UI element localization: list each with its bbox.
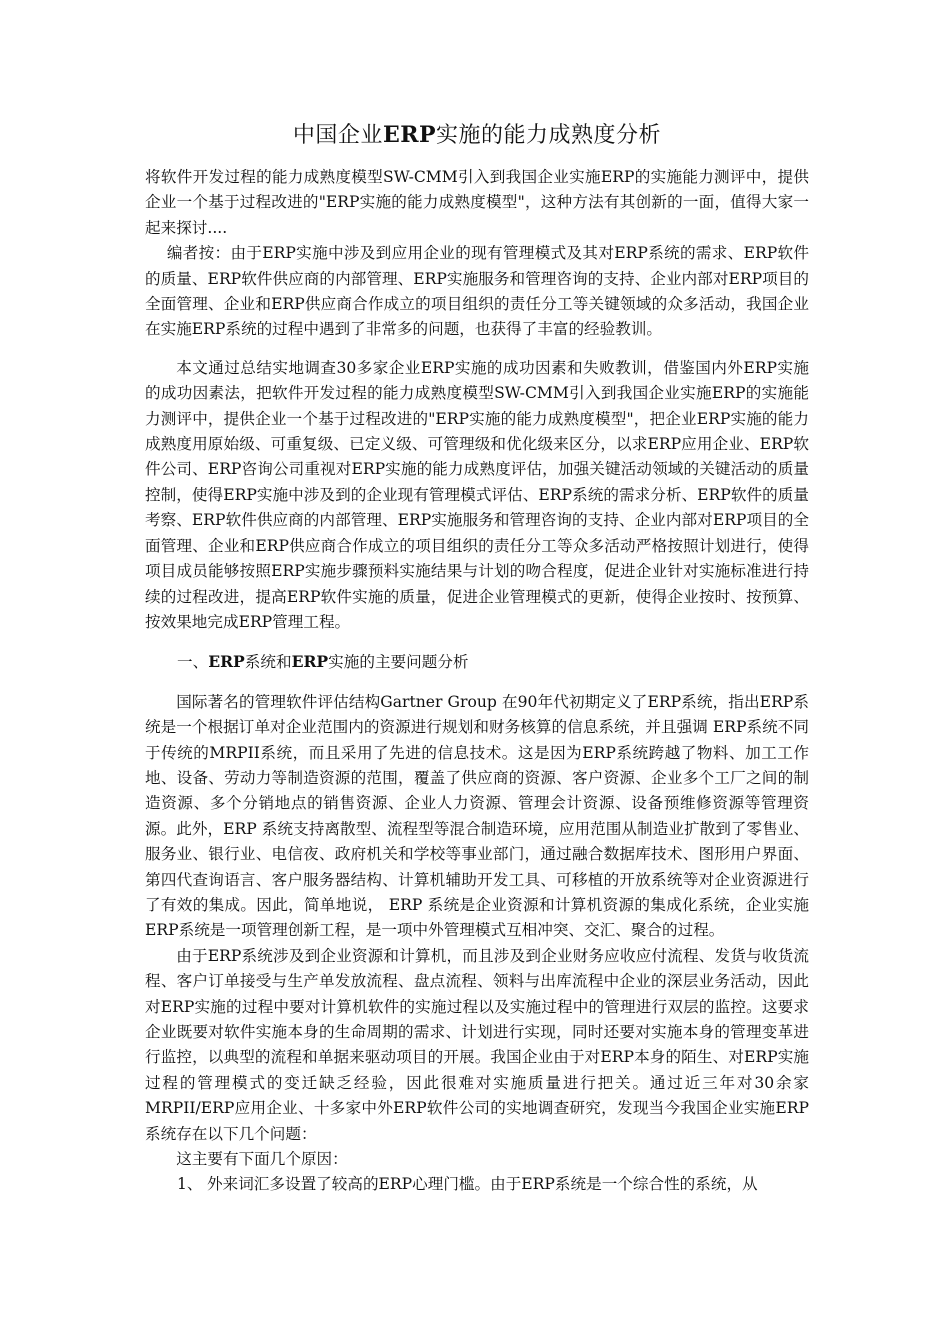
section-number: 一、 xyxy=(177,653,209,672)
title-bold: ERP xyxy=(382,122,437,148)
section-bold-2: ERP xyxy=(291,652,329,672)
body-paragraph-1: 本文通过总结实地调查30多家企业ERP实施的成功因素和失败教训，借鉴国内外ERP实施的成功因素法，把软件开发过程的能力成熟度模型SW-CMM引入到我国企业实施ERP的实施能力测评中，提供企业一个基于过程改进的"ERP实施的能力成熟度模型"，把企业ERP实施的能力成熟度用原始级、可重复级、已定义级、可管理级和优化级来区分，以求ERP应用企业、ERP软件公司、ERP咨询公司重视对ERP实施的能力成熟度评估，加强关键活动领域的关键活动的质量控制，使得ERP实施中涉及到的企业现有管理模式评估、ERP系统的需求分析、ERP软件的质量考察、ERP软件供应商的内部管理、ERP实施服务和管理咨询的支持、企业内部对ERP项目的全面管理、企业和ERP供应商合作成立的项目组织的责任分工等众多活动严格按照计划进行，使得项目成员能够按照ERP实施步骤预料实施结果与计划的吻合程度，促进企业针对实施标准进行持续的过程改进，提高ERP软件实施的质量，促进企业管理模式的更新，使得企业按时、按预算、按效果地完成ERP管理工程。 xyxy=(145,358,809,631)
list-item-text: 外来词汇多设置了较高的ERP心理门槛。由于ERP系统是一个综合性的系统，从 xyxy=(207,1175,758,1194)
section-bold-1: ERP xyxy=(208,652,245,672)
title-suffix: 实施的能力成熟度分析 xyxy=(436,123,662,148)
section-heading-1 xyxy=(145,649,809,675)
document-body xyxy=(145,118,809,1198)
section-text-2: 实施的主要问题分析 xyxy=(328,653,469,672)
body-paragraph-2: 国际著名的管理软件评估结构Gartner Group 在90年代初期定义了ERP系统，指出ERP系统是一个根据订单对企业范围内的资源进行规划和财务核算的信息系统，并且强调 ERP系统不同于传统的MRPII系统，而且采用了先进的信息技术。这是因为ERP系统跨越了物料、加工工作地、设备、劳动力等制造资源的范围，覆盖了供应商的资源、客户资源、企业多个工厂之间的制造资源、多个分销地点的销售资源、企业人力资源、管理会计资源、设备预维修资源等管理资源。此外，ERP 系统支持离散型、流程型等混合制造环境，应用范围从制造业扩散到了零售业、服务业、银行业、电信夜、政府机关和学校等事业部门，通过融合数据库技术、图形用户界面、第四代查询语言、客户服务器结构、计算机辅助开发工具、可移植的开放系统等对企业资源进行了有效的集成。因此，简单地说， ERP 系统是企业资源和计算机资源的集成化系统，企业实施ERP系统是一项管理创新工程，是一项中外管理模式互相冲突、交汇、聚合的过程。 xyxy=(145,692,809,940)
intro-paragraph: 将软件开发过程的能力成熟度模型SW-CMM引入到我国企业实施ERP的实施能力测评中，提供企业一个基于过程改进的"ERP实施的能力成熟度模型"，这种方法有其创新的一面，值得大家一起来探讨.... xyxy=(145,168,809,237)
editor-note-paragraph: 编者按：由于ERP实施中涉及到应用企业的现有管理模式及其对ERP系统的需求、ERP软件的质量、ERP软件供应商的内部管理、ERP实施服务和管理咨询的支持、企业内部对ERP项目的全面管理、企业和ERP供应商合作成立的项目组织的责任分工等关键领域的众多活动，我国企业在实施ERP系统的过程中遇到了非常多的问题，也获得了丰富的经验教训。 xyxy=(145,244,809,339)
section-text-1: 系统和 xyxy=(244,653,292,672)
page-title xyxy=(145,118,809,153)
body-paragraph-3: 由于ERP系统涉及到企业资源和计算机，而且涉及到企业财务应收应付流程、发货与收货流程、客户订单接受与生产单发放流程、盘点流程、领料与出库流程中企业的深层业务活动，因此对ERP实施的过程中要对计算机软件的实施过程以及实施过程中的管理进行双层的监控。这要求企业既要对软件实施本身的生命周期的需求、计划进行实现，同时还要对实施本身的管理变革进行监控，以典型的流程和单据来驱动项目的开展。我国企业由于对ERP本身的陌生、对ERP实施过程的管理模式的变迁缺乏经验，因此很难对实施质量进行把关。通过近三年对30余家MRPII/ERP应用企业、十多家中外ERP软件公司的实地调查研究，发现当今我国企业实施ERP系统存在以下几个问题： xyxy=(145,946,809,1143)
list-item-1 xyxy=(145,1172,809,1197)
body-paragraph-4: 这主要有下面几个原因： xyxy=(176,1150,348,1169)
title-prefix: 中国企业 xyxy=(292,123,383,148)
list-item-number: 1、 xyxy=(177,1175,203,1194)
